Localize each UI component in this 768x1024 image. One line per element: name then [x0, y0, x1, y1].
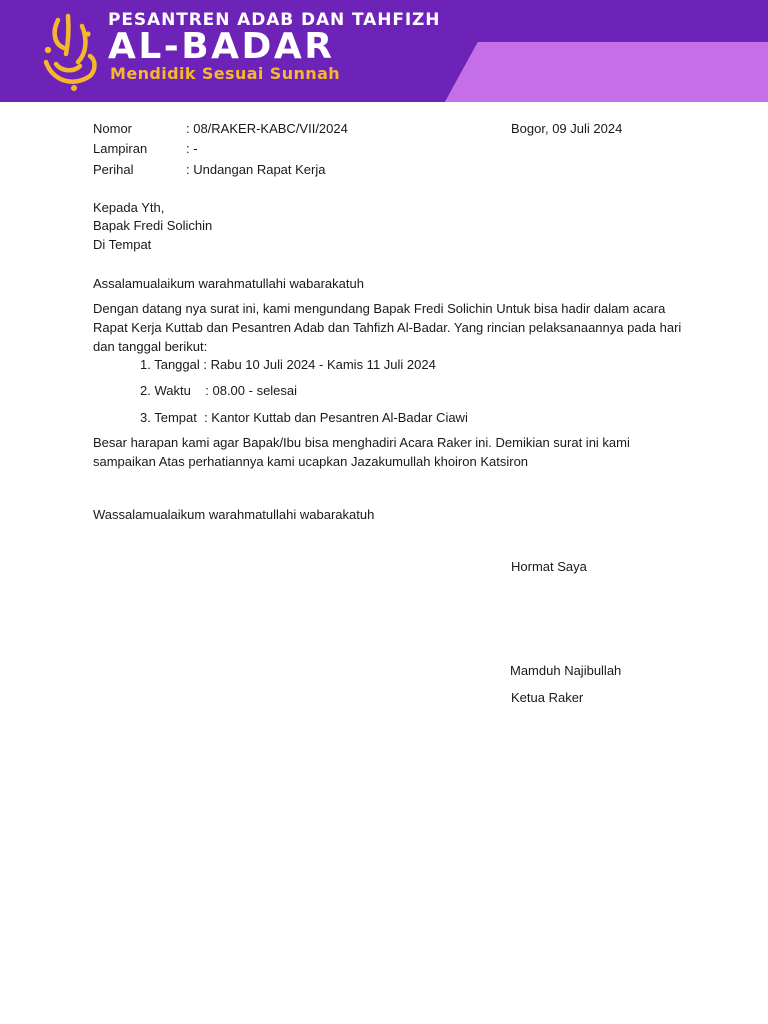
- letterhead: [0, 0, 768, 102]
- closing-paragraph: Besar harapan kami agar Bapak/Ibu bisa menghadiri Acara Raker ini. Demikian surat ini kami sampaikan Atas perhatiannya kami ucapkan Jazakumullah khoiron Katsiron: [93, 435, 630, 469]
- lampiran-value: : -: [186, 141, 198, 156]
- recipient-salutation: Kepada Yth,: [93, 200, 165, 215]
- nomor-label: Nomor: [93, 121, 133, 136]
- tagline: Mendidik Sesuai Sunnah: [110, 64, 341, 83]
- school-name: AL-BADAR: [108, 26, 335, 67]
- perihal-value: : Undangan Rapat Kerja: [186, 162, 326, 177]
- detail-item-time: 2. Waktu : 08.00 - selesai: [140, 383, 298, 398]
- farewell: Wassalamualaikum warahmatullahi wabarakatuh: [93, 507, 375, 522]
- perihal-label: Perihal: [93, 162, 134, 177]
- greeting: Assalamualaikum warahmatullahi wabarakatuh: [93, 276, 364, 291]
- signature-name: Mamduh Najibullah: [510, 663, 622, 678]
- nomor-value: : 08/RAKER-KABC/VII/2024: [186, 121, 348, 136]
- signature-regards: Hormat Saya: [511, 559, 587, 574]
- intro-paragraph: Dengan datang nya surat ini, kami mengundang Bapak Fredi Solichin Untuk bisa hadir dalam acara Rapat Kerja Kuttab dan Pesantren Adab dan Tahfizh Al-Badar. Yang rincian pelaksanaannya pada hari dan tanggal berikut:: [93, 301, 682, 354]
- recipient-name: Bapak Fredi Solichin: [93, 218, 213, 233]
- recipient-location: Di Tempat: [93, 237, 152, 252]
- detail-item-place: 3. Tempat : Kantor Kuttab dan Pesantren Al-Badar Ciawi: [140, 410, 468, 425]
- lampiran-label: Lampiran: [93, 141, 148, 156]
- detail-item-date: 1. Tanggal : Rabu 10 Juli 2024 - Kamis 11 Juli 2024: [140, 357, 436, 372]
- signature-title: Ketua Raker: [511, 690, 584, 705]
- place-date: Bogor, 09 Juli 2024: [511, 121, 623, 136]
- institution-name: PESANTREN ADAB DAN TAHFIZH: [108, 10, 441, 30]
- al-badar-calligraphy-logo-icon: [38, 10, 102, 96]
